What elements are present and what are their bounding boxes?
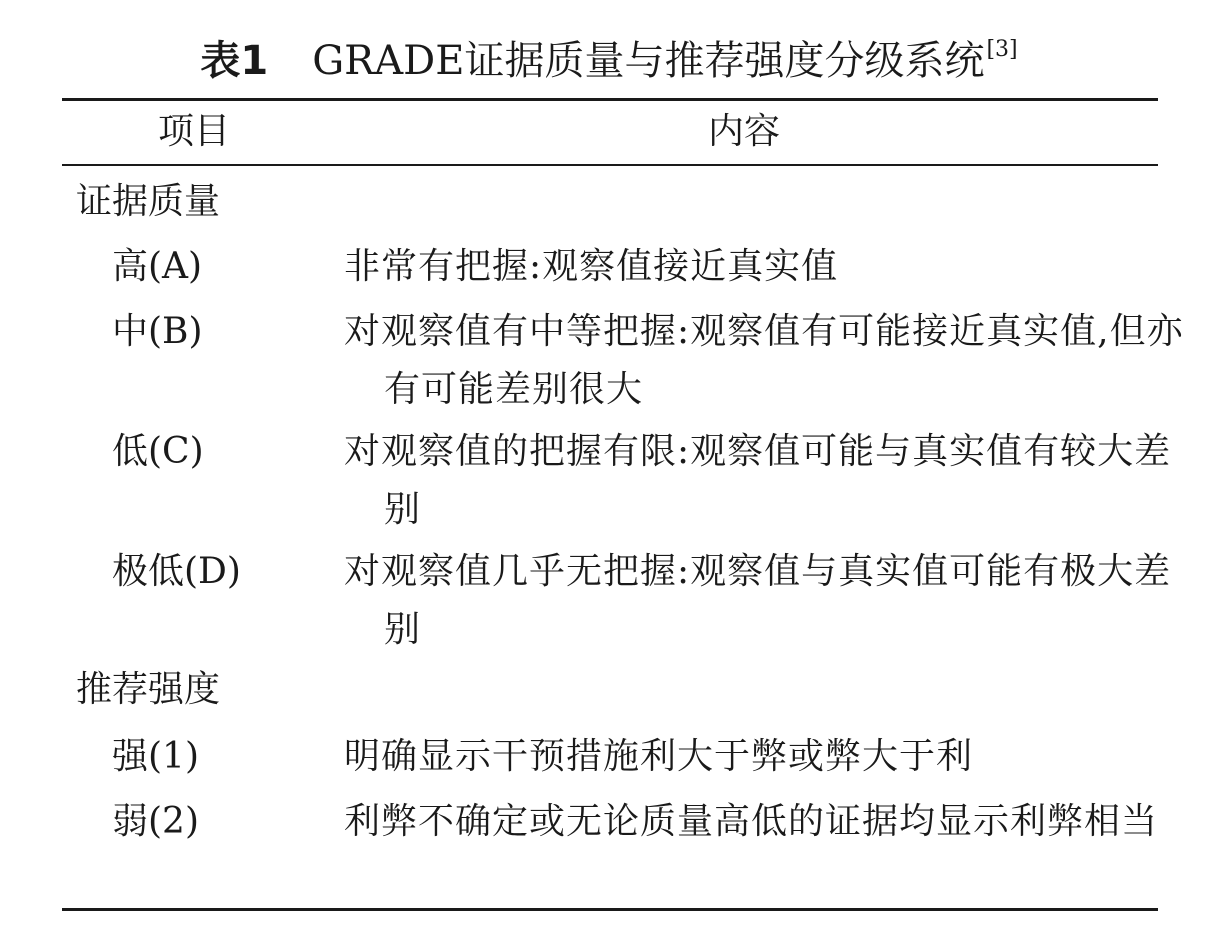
column-header-item: 项目	[158, 111, 231, 152]
table-header-rule	[62, 164, 1158, 166]
row-label: 低(C)	[112, 431, 204, 472]
row-content: 对观察值几乎无把握:观察值与真实值可能有极大差别	[344, 551, 1172, 650]
row-label: 极低(D)	[112, 551, 241, 592]
row-content: 对观察值的把握有限:观察值可能与真实值有较大差别	[344, 431, 1172, 530]
row-label: 高(A)	[112, 246, 203, 287]
row-content: 利弊不确定或无论质量高低的证据均显示利弊相当	[344, 801, 1159, 842]
table-top-rule	[62, 98, 1158, 101]
table-bottom-rule	[62, 908, 1158, 911]
section-title-evidence-quality: 证据质量	[76, 181, 221, 222]
row-content: 对观察值有中等把握:观察值有可能接近真实值,但亦有可能差别很大	[344, 311, 1184, 410]
section-title-recommendation-strength: 推荐强度	[76, 669, 221, 710]
table-number: 表1	[200, 38, 269, 84]
row-content: 非常有把握:观察值接近真实值	[344, 246, 839, 287]
reference-marker: [3]	[986, 37, 1018, 62]
column-header-content: 内容	[708, 111, 781, 152]
row-content: 明确显示干预措施利大于弊或弊大于利	[344, 736, 974, 777]
table-title: GRADE证据质量与推荐强度分级系统	[312, 38, 985, 84]
row-label: 强(1)	[112, 736, 199, 777]
row-label: 中(B)	[112, 311, 203, 352]
table-caption	[0, 22, 1218, 89]
row-label: 弱(2)	[112, 801, 199, 842]
